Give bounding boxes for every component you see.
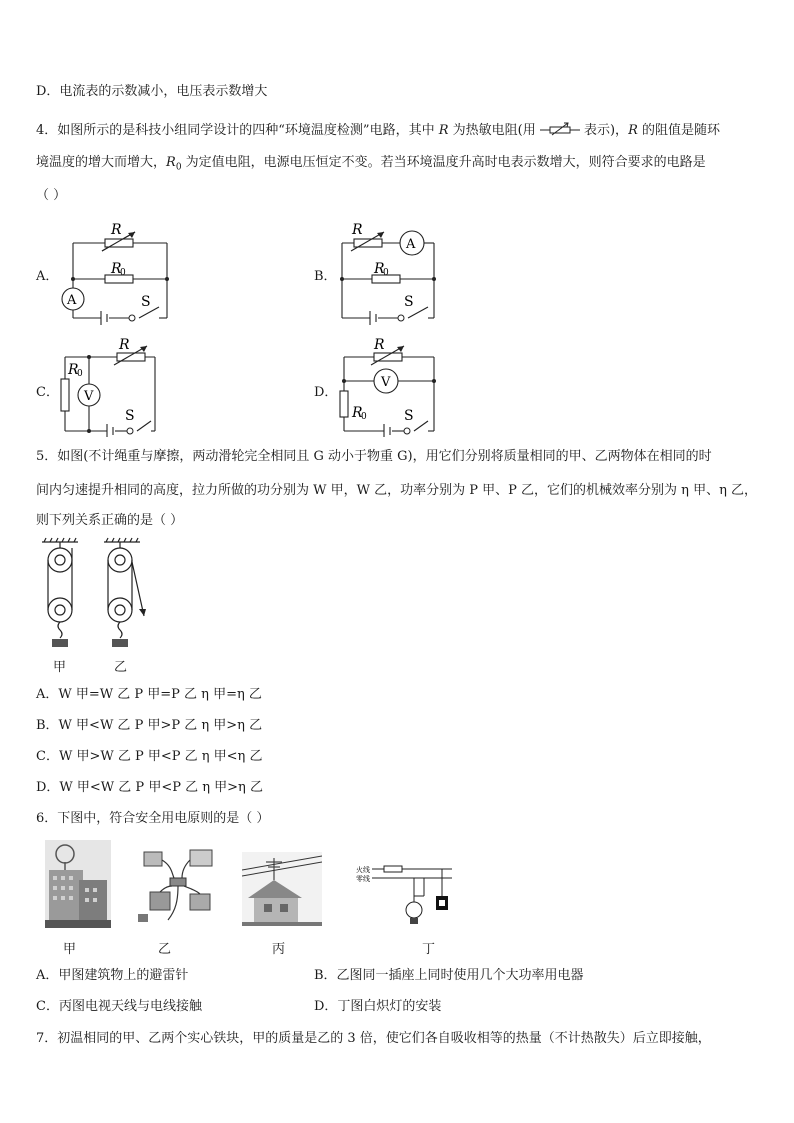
q4-text: 为热敏电阻(用 (448, 123, 540, 138)
q7-line1: 7．初温相同的甲、乙两个实心铁块，甲的质量是乙的 3 倍，使它们各自吸收相等的热量（不计热散失）后立即接触， (36, 1031, 711, 1046)
pulley-label-yi: 乙 (114, 660, 128, 675)
label-r0: R (68, 362, 79, 378)
label-neutral-wire: 零线 (356, 875, 370, 883)
q6-pic-label-yi: 乙 (158, 942, 172, 957)
pulley-diagram (38, 536, 148, 658)
label-r0: R (374, 261, 385, 277)
voltmeter-icon: V (381, 375, 391, 390)
label-s: S (404, 408, 414, 424)
label-r0: R (352, 405, 363, 421)
overloaded-socket-image (138, 848, 218, 924)
q4-symbol-r: R (438, 123, 449, 138)
label-r: R (352, 222, 363, 238)
q4-text: 表示)， (579, 123, 629, 138)
ammeter-icon: A (67, 293, 77, 308)
label-s: S (404, 294, 414, 310)
incandescent-lamp-wiring-image (356, 862, 456, 932)
circuit-b-diagram (330, 220, 445, 325)
q4-text: 的阻值是随环 (637, 123, 720, 138)
circuit-a-diagram (55, 220, 180, 325)
thermistor-icon (540, 121, 580, 137)
q6-pic-label-jia: 甲 (63, 942, 77, 957)
q4-option-d-label: D． (314, 385, 338, 400)
q6-option-b: B．乙图同一插座上同时使用几个大功率用电器 (314, 968, 584, 983)
q5-option-b: B．W 甲<W 乙 P 甲>P 乙 η 甲>η 乙 (36, 718, 263, 733)
label-r0-sub: 0 (383, 268, 389, 278)
q3-option-d: D．电流表的示数减小，电压表示数增大 (36, 84, 268, 99)
label-r0-sub: 0 (77, 369, 83, 379)
voltmeter-icon: V (84, 389, 94, 404)
q5-line2: 间内匀速提升相同的高度，拉力所做的功分别为 W 甲，W 乙，功率分别为 P 甲、P 乙，它们的机械效率分别为 η 甲、η 乙， (36, 483, 757, 498)
q6-option-d: D．丁图白炽灯的安装 (314, 999, 442, 1014)
q4-option-b-label: B． (314, 269, 337, 284)
q5-line1: 5．如图(不计绳重与摩擦，两动滑轮完全相同且 G 动小于物重 G)，用它们分别将质量相同的甲、乙两物体在相同的时 (36, 449, 712, 464)
label-r: R (111, 222, 122, 238)
q6-line1: 6．下图中，符合安全用电原则的是（ ） (36, 811, 270, 826)
q5-option-a: A．W 甲=W 乙 P 甲=P 乙 η 甲=η 乙 (36, 687, 262, 702)
label-s: S (125, 408, 135, 424)
q4-text: 境温度的增大而增大， (36, 155, 167, 170)
label-r0-sub: 0 (120, 268, 126, 278)
q5-option-d: D．W 甲<W 乙 P 甲<P 乙 η 甲>η 乙 (36, 780, 263, 795)
q6-option-c: C．丙图电视天线与电线接触 (36, 999, 202, 1014)
label-live-wire: 火线 (356, 866, 370, 874)
label-r0: R (111, 261, 122, 277)
label-r0-sub: 0 (361, 412, 367, 422)
label-r: R (374, 337, 385, 353)
pulley-label-jia: 甲 (53, 660, 67, 675)
q6-pic-label-bing: 丙 (272, 942, 286, 957)
q6-option-a: A．甲图建筑物上的避雷针 (36, 968, 189, 983)
tv-antenna-image (242, 852, 322, 926)
q4-text: 为定值电阻，电源电压恒定不变。若当环境温度升高时电表示数增大，则符合要求的电路是 (181, 155, 706, 170)
circuit-d-diagram (330, 337, 445, 437)
q6-pic-label-ding: 丁 (422, 942, 436, 957)
q4-text: 4．如图所示的是科技小组同学设计的四种“环境温度检测”电路，其中 (36, 123, 439, 138)
q4-option-a-label: A． (36, 269, 59, 284)
q4-line3: （ ） (36, 188, 67, 203)
q4-subscript: 0 (175, 162, 182, 173)
label-s: S (141, 294, 151, 310)
q4-line2 (36, 155, 706, 176)
q4-line1 (36, 121, 720, 139)
label-r: R (119, 337, 130, 353)
ammeter-icon: A (406, 237, 416, 252)
circuit-c-diagram (55, 337, 165, 437)
q4-symbol-r: R (628, 123, 638, 138)
q4-symbol-r0: R (166, 155, 176, 170)
q5-line3: 则下列关系正确的是（ ） (36, 513, 184, 528)
q5-option-c: C．W 甲>W 乙 P 甲<P 乙 η 甲<η 乙 (36, 749, 263, 764)
q4-option-c-label: C． (36, 385, 59, 400)
building-lightning-rod-image (45, 840, 111, 928)
